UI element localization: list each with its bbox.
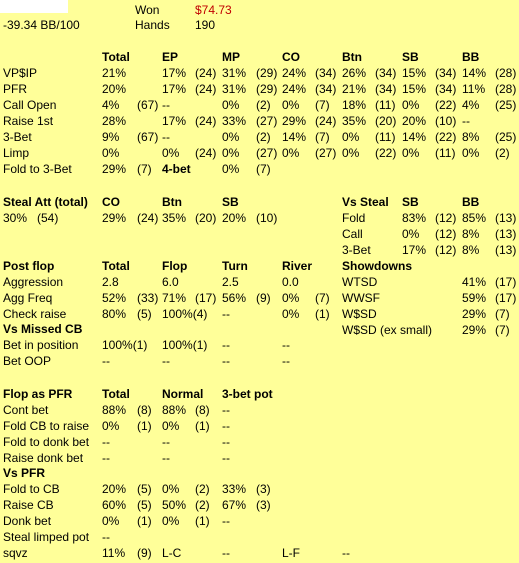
vs-steal-label: Vs Steal bbox=[342, 195, 389, 209]
preflop-cell: (20) bbox=[375, 114, 397, 128]
postflop-cell: 80% bbox=[102, 307, 127, 321]
vs-pfr-cell: 0% bbox=[162, 514, 180, 528]
preflop-cell: (25) bbox=[495, 130, 517, 144]
preflop-cell: 0% bbox=[222, 146, 240, 160]
postflop-cell: 0.0 bbox=[282, 275, 299, 289]
postflop-header: Flop bbox=[162, 259, 188, 273]
preflop-cell: 20% bbox=[402, 114, 427, 128]
vs-steal-cell: (12) bbox=[435, 227, 457, 241]
preflop-cell: 15% bbox=[402, 66, 427, 80]
preflop-row-label: Raise 1st bbox=[3, 114, 54, 128]
vs-pfr-cell: -- bbox=[222, 546, 230, 560]
preflop-cell: (10) bbox=[435, 114, 457, 128]
preflop-cell: (11) bbox=[375, 98, 396, 112]
flop-pfr-cell: (8) bbox=[137, 403, 152, 417]
preflop-cell: (27) bbox=[256, 114, 278, 128]
preflop-cell: 11% bbox=[462, 82, 486, 96]
postflop-cell: 52% bbox=[102, 291, 127, 305]
vs-pfr-cell: (2) bbox=[195, 482, 210, 496]
preflop-cell: (34) bbox=[435, 82, 457, 96]
vs-steal-header-sb: SB bbox=[402, 195, 419, 209]
showdown-count: (17) bbox=[495, 275, 517, 289]
missed-cb-row-label: Bet in position bbox=[3, 338, 79, 352]
preflop-cell: (34) bbox=[375, 66, 397, 80]
won-label: Won bbox=[135, 3, 160, 17]
preflop-cell: 9% bbox=[102, 130, 120, 144]
postflop-cell: 0% bbox=[282, 291, 300, 305]
preflop-cell: 21% bbox=[102, 66, 127, 80]
postflop-cell: 0% bbox=[282, 307, 300, 321]
preflop-cell: 33% bbox=[222, 114, 247, 128]
missed-cb-cell: -- bbox=[162, 354, 170, 368]
steal-header: SB bbox=[222, 195, 239, 209]
preflop-header-sb: SB bbox=[402, 50, 419, 64]
preflop-cell: 14% bbox=[402, 130, 427, 144]
vs-steal-cell: 0% bbox=[402, 227, 420, 241]
hands-value: 190 bbox=[195, 18, 216, 32]
preflop-row-label: PFR bbox=[3, 82, 27, 96]
preflop-cell: 0% bbox=[282, 146, 300, 160]
missed-cb-cell: 100%(1) bbox=[102, 338, 148, 352]
preflop-cell: (34) bbox=[315, 66, 337, 80]
preflop-row-label: 3-Bet bbox=[3, 130, 32, 144]
preflop-header-ep: EP bbox=[162, 50, 179, 64]
steal-header: CO bbox=[102, 195, 120, 209]
preflop-cell: (7) bbox=[315, 130, 330, 144]
postflop-cell: (17) bbox=[195, 291, 217, 305]
preflop-row-label: VP$IP bbox=[3, 66, 38, 80]
preflop-cell: (67) bbox=[137, 98, 159, 112]
won-value: $74.73 bbox=[195, 3, 232, 17]
preflop-cell: (24) bbox=[195, 66, 217, 80]
flop-pfr-cell: 88% bbox=[162, 403, 187, 417]
vs-pfr-row-label: sqvz bbox=[3, 546, 28, 560]
showdown-label: W$SD (ex small) bbox=[342, 323, 433, 337]
preflop-cell: (2) bbox=[256, 130, 271, 144]
steal-cell: 35% bbox=[162, 211, 187, 225]
preflop-cell: 20% bbox=[102, 82, 127, 96]
missed-cb-cell: -- bbox=[282, 338, 290, 352]
vs-steal-row-label: 3-Bet bbox=[342, 243, 371, 257]
preflop-cell: 24% bbox=[282, 66, 307, 80]
preflop-cell: 29% bbox=[282, 114, 307, 128]
steal-header: Btn bbox=[162, 195, 182, 209]
vs-pfr-cell: 50% bbox=[162, 498, 187, 512]
preflop-cell: 0% bbox=[222, 130, 240, 144]
hands-label: Hands bbox=[135, 18, 170, 32]
postflop-cell: (7) bbox=[315, 291, 330, 305]
vs-pfr-cell: 0% bbox=[102, 514, 120, 528]
steal-cell: (20) bbox=[195, 211, 217, 225]
showdown-count: (7) bbox=[495, 307, 510, 321]
flop-pfr-cell: (8) bbox=[195, 403, 210, 417]
vs-steal-cell: 83% bbox=[402, 211, 427, 225]
vs-pfr-cell: (1) bbox=[137, 514, 152, 528]
vs-steal-header-bb: BB bbox=[462, 195, 480, 209]
preflop-cell: 24% bbox=[282, 82, 307, 96]
postflop-cell: 56% bbox=[222, 291, 247, 305]
preflop-cell: (67) bbox=[137, 130, 159, 144]
postflop-label: Post flop bbox=[3, 259, 55, 273]
vs-steal-row-label: Call bbox=[342, 227, 363, 241]
postflop-row-label: Aggression bbox=[3, 275, 64, 289]
preflop-cell: 31% bbox=[222, 66, 247, 80]
vs-steal-cell: 85% bbox=[462, 211, 487, 225]
preflop-cell: 0% bbox=[102, 146, 120, 160]
vs-pfr-cell: (9) bbox=[137, 546, 152, 560]
postflop-cell: (5) bbox=[137, 307, 152, 321]
vs-pfr-cell: (3) bbox=[256, 498, 271, 512]
preflop-cell: -- bbox=[462, 114, 470, 128]
preflop-cell: (27) bbox=[315, 146, 337, 160]
postflop-cell: (33) bbox=[137, 291, 159, 305]
preflop-cell: (27) bbox=[256, 146, 278, 160]
postflop-cell: 6.0 bbox=[162, 275, 179, 289]
postflop-cell: (9) bbox=[256, 291, 271, 305]
preflop-cell: (24) bbox=[195, 82, 217, 96]
showdown-value: 41% bbox=[462, 275, 487, 289]
flop-pfr-cell: -- bbox=[102, 435, 110, 449]
showdown-label: WWSF bbox=[342, 291, 380, 305]
flop-pfr-row-label: Fold to donk bet bbox=[3, 435, 90, 449]
steal-cell: (10) bbox=[256, 211, 278, 225]
flop-pfr-cell: 0% bbox=[102, 419, 120, 433]
flop-pfr-row-label: Fold CB to raise bbox=[3, 419, 90, 433]
flop-pfr-cell: (1) bbox=[195, 419, 210, 433]
preflop-cell: 17% bbox=[162, 114, 187, 128]
showdown-label: W$SD bbox=[342, 307, 377, 321]
flop-pfr-cell: -- bbox=[102, 451, 110, 465]
vs-pfr-cell: -- bbox=[222, 514, 230, 528]
preflop-cell: 8% bbox=[462, 130, 480, 144]
missed-cb-cell: -- bbox=[222, 354, 230, 368]
preflop-header-total: Total bbox=[102, 50, 130, 64]
vs-pfr-cell: L-F bbox=[282, 546, 300, 560]
flop-pfr-cell: -- bbox=[222, 403, 230, 417]
vs-pfr-cell: (2) bbox=[195, 498, 210, 512]
player-name-box bbox=[0, 0, 68, 13]
vs-pfr-row-label: Steal limped pot bbox=[3, 530, 90, 544]
postflop-header: Turn bbox=[222, 259, 248, 273]
vs-pfr-cell: (5) bbox=[137, 482, 152, 496]
flop-pfr-cell: -- bbox=[222, 451, 230, 465]
vs-steal-cell: 17% bbox=[402, 243, 427, 257]
steal-attempt-label: Steal Att (total) bbox=[3, 195, 88, 209]
flop-pfr-cell: -- bbox=[162, 451, 170, 465]
preflop-cell: (24) bbox=[315, 114, 337, 128]
postflop-cell: 2.8 bbox=[102, 275, 119, 289]
preflop-row-label: Limp bbox=[3, 146, 30, 160]
preflop-cell: (24) bbox=[195, 146, 217, 160]
vs-pfr-cell: (5) bbox=[137, 498, 152, 512]
preflop-cell: 4-bet bbox=[162, 162, 191, 176]
flop-pfr-cell: -- bbox=[222, 419, 230, 433]
vs-pfr-cell: 0% bbox=[162, 482, 180, 496]
flop-as-pfr-label: Flop as PFR bbox=[3, 387, 73, 401]
showdowns-label: Showdowns bbox=[342, 259, 412, 273]
vs-pfr-cell: 11% bbox=[102, 546, 126, 560]
missed-cb-row-label: Bet OOP bbox=[3, 354, 52, 368]
flop-pfr-cell: -- bbox=[162, 435, 170, 449]
preflop-cell: (29) bbox=[256, 66, 278, 80]
vs-pfr-cell: 67% bbox=[222, 498, 247, 512]
showdown-count: (7) bbox=[495, 323, 510, 337]
vs-steal-row-label: Fold bbox=[342, 211, 366, 225]
missed-cb-cell: 100%(1) bbox=[162, 338, 208, 352]
vs-steal-cell: 8% bbox=[462, 227, 480, 241]
preflop-cell: 0% bbox=[342, 146, 360, 160]
flop-pfr-header: 3-bet pot bbox=[222, 387, 273, 401]
preflop-cell: (22) bbox=[375, 146, 397, 160]
preflop-cell: 17% bbox=[162, 82, 187, 96]
postflop-cell: 71% bbox=[162, 291, 187, 305]
flop-pfr-row-label: Raise donk bet bbox=[3, 451, 84, 465]
preflop-header-co: CO bbox=[282, 50, 300, 64]
vs-steal-cell: 8% bbox=[462, 243, 480, 257]
preflop-cell: 29% bbox=[102, 162, 127, 176]
flop-pfr-header: Total bbox=[102, 387, 130, 401]
missed-cb-cell: -- bbox=[282, 354, 290, 368]
postflop-cell: 100%(4) bbox=[162, 307, 208, 321]
preflop-cell: 0% bbox=[402, 98, 420, 112]
preflop-cell: 0% bbox=[222, 162, 240, 176]
preflop-cell: (24) bbox=[195, 114, 217, 128]
vs-pfr-row-label: Fold to CB bbox=[3, 482, 60, 496]
preflop-header-bb: BB bbox=[462, 50, 480, 64]
preflop-cell: 0% bbox=[402, 146, 420, 160]
preflop-cell: 4% bbox=[462, 98, 480, 112]
flop-pfr-cell: 88% bbox=[102, 403, 127, 417]
preflop-cell: (29) bbox=[256, 82, 278, 96]
preflop-cell: (2) bbox=[256, 98, 271, 112]
preflop-row-label: Fold to 3-Bet bbox=[3, 162, 72, 176]
preflop-cell: (7) bbox=[315, 98, 330, 112]
preflop-cell: (11) bbox=[435, 146, 456, 160]
preflop-cell: 0% bbox=[462, 146, 480, 160]
steal-total-count: (54) bbox=[37, 211, 59, 225]
vs-steal-cell: (12) bbox=[435, 211, 457, 225]
preflop-cell: 0% bbox=[282, 98, 300, 112]
postflop-cell: (1) bbox=[315, 307, 330, 321]
steal-cell: (24) bbox=[137, 211, 159, 225]
preflop-cell: -- bbox=[162, 130, 170, 144]
vs-steal-cell: (12) bbox=[435, 243, 457, 257]
preflop-cell: 35% bbox=[342, 114, 367, 128]
preflop-cell: 0% bbox=[222, 98, 240, 112]
flop-pfr-cell: 0% bbox=[162, 419, 180, 433]
preflop-cell: (28) bbox=[495, 82, 517, 96]
preflop-cell: (11) bbox=[375, 130, 396, 144]
preflop-cell: (7) bbox=[137, 162, 152, 176]
missed-cb-cell: -- bbox=[222, 338, 230, 352]
preflop-cell: (34) bbox=[375, 82, 397, 96]
vs-pfr-cell: L-C bbox=[162, 546, 182, 560]
preflop-cell: (7) bbox=[256, 162, 271, 176]
vs-pfr-cell: -- bbox=[102, 530, 110, 544]
preflop-cell: 18% bbox=[342, 98, 367, 112]
postflop-row-label: Agg Freq bbox=[3, 291, 53, 305]
preflop-cell: 4% bbox=[102, 98, 120, 112]
preflop-cell: (34) bbox=[315, 82, 337, 96]
vs-steal-cell: (13) bbox=[495, 227, 517, 241]
missed-cb-cell: -- bbox=[102, 354, 110, 368]
preflop-cell: (25) bbox=[495, 98, 517, 112]
showdown-value: 59% bbox=[462, 291, 487, 305]
vs-pfr-label: Vs PFR bbox=[3, 466, 46, 480]
showdown-count: (17) bbox=[495, 291, 517, 305]
flop-pfr-row-label: Cont bet bbox=[3, 403, 49, 417]
preflop-cell: 14% bbox=[282, 130, 307, 144]
preflop-row-label: Call Open bbox=[3, 98, 57, 112]
vs-pfr-cell: 20% bbox=[102, 482, 127, 496]
preflop-cell: 0% bbox=[342, 130, 360, 144]
flop-pfr-cell: (1) bbox=[137, 419, 152, 433]
preflop-header-mp: MP bbox=[222, 50, 240, 64]
vs-steal-cell: (13) bbox=[495, 243, 517, 257]
vs-pfr-cell: (1) bbox=[195, 514, 210, 528]
flop-pfr-header: Normal bbox=[162, 387, 204, 401]
preflop-cell: (22) bbox=[435, 130, 457, 144]
preflop-cell: 14% bbox=[462, 66, 487, 80]
vs-missed-cb-label: Vs Missed CB bbox=[3, 322, 83, 336]
steal-cell: 20% bbox=[222, 211, 247, 225]
vs-pfr-row-label: Raise CB bbox=[3, 498, 54, 512]
postflop-header: River bbox=[282, 259, 313, 273]
preflop-cell: 28% bbox=[102, 114, 127, 128]
preflop-cell: -- bbox=[162, 98, 170, 112]
preflop-cell: 26% bbox=[342, 66, 367, 80]
showdown-value: 29% bbox=[462, 323, 487, 337]
vs-pfr-cell: 60% bbox=[102, 498, 127, 512]
preflop-header-btn: Btn bbox=[342, 50, 362, 64]
showdown-label: WTSD bbox=[342, 275, 378, 289]
vs-steal-cell: (13) bbox=[495, 211, 517, 225]
preflop-cell: (2) bbox=[495, 146, 510, 160]
vs-pfr-cell: 33% bbox=[222, 482, 247, 496]
preflop-cell: 0% bbox=[162, 146, 180, 160]
postflop-header: Total bbox=[102, 259, 130, 273]
steal-total: 30% bbox=[3, 211, 28, 225]
preflop-cell: (22) bbox=[435, 98, 457, 112]
vs-pfr-cell: (3) bbox=[256, 482, 271, 496]
postflop-row-label: Check raise bbox=[3, 307, 67, 321]
flop-pfr-cell: -- bbox=[222, 435, 230, 449]
vs-pfr-row-label: Donk bet bbox=[3, 514, 52, 528]
preflop-cell: (28) bbox=[495, 66, 517, 80]
preflop-cell: (34) bbox=[435, 66, 457, 80]
postflop-cell: -- bbox=[222, 307, 230, 321]
postflop-cell: 2.5 bbox=[222, 275, 239, 289]
preflop-cell: 15% bbox=[402, 82, 427, 96]
preflop-cell: 31% bbox=[222, 82, 247, 96]
vs-pfr-cell: -- bbox=[342, 546, 350, 560]
showdown-value: 29% bbox=[462, 307, 487, 321]
preflop-cell: 21% bbox=[342, 82, 367, 96]
bb-per-100: -39.34 BB/100 bbox=[3, 18, 80, 32]
steal-cell: 29% bbox=[102, 211, 127, 225]
preflop-cell: 17% bbox=[162, 66, 187, 80]
